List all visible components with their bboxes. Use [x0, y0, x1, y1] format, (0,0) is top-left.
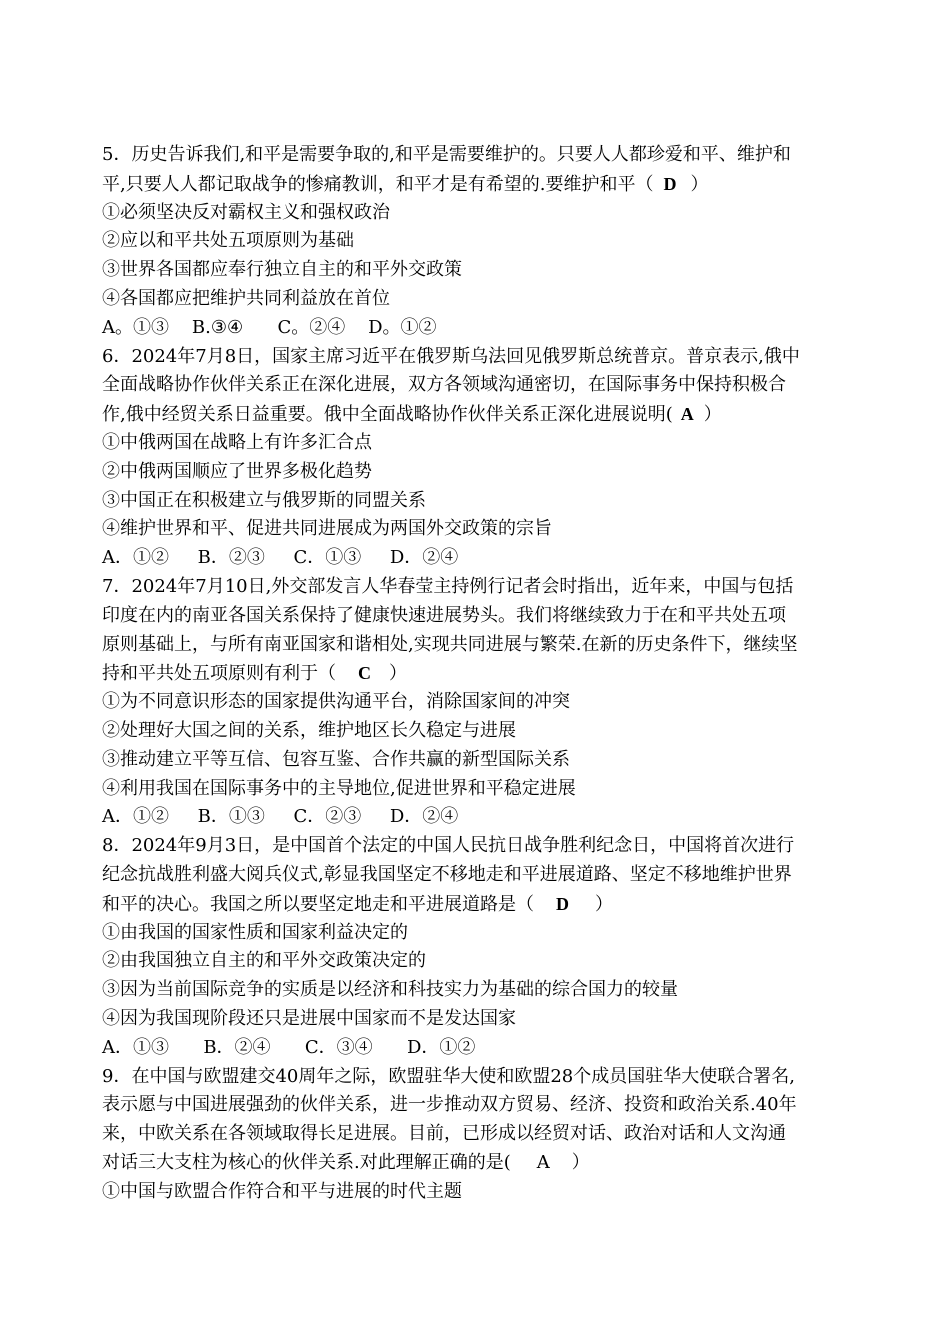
- document-page: [102, 141, 862, 1206]
- statement-item: ②由我国独立自主的和平外交政策决定的: [102, 950, 426, 972]
- statement-item: ②中俄两国顺应了世界多极化趋势: [102, 460, 372, 482]
- question-5: [102, 141, 862, 343]
- question-6: [102, 343, 862, 573]
- answer-options: A．①② B．②③ C．①③ D．②④: [102, 547, 459, 569]
- answer-close-paren: ）: [389, 663, 407, 685]
- question-stem-line: [102, 890, 862, 919]
- question-stem-line: 来，中欧关系在各领域取得长足进展。目前，已形成以经贸对话、政治对话和人文沟通: [102, 1123, 786, 1145]
- statement-item: ②应以和平共处五项原则为基础: [102, 230, 354, 252]
- answer-close-paren: ）: [595, 893, 613, 915]
- statement-item: ②处理好大国之间的关系，维护地区长久稳定与进展: [102, 719, 516, 741]
- answer-letter: D: [556, 893, 569, 914]
- answer-options: A．①③ B．②④ C．③④ D．①②: [102, 1036, 476, 1058]
- question-9: [102, 1063, 862, 1207]
- statement-item: ①由我国的国家性质和国家利益决定的: [102, 921, 408, 943]
- answer-close-paren: ）: [703, 404, 722, 426]
- answer-close-paren: ）: [690, 173, 709, 195]
- statement-item: ③中国正在积极建立与俄罗斯的同盟关系: [102, 489, 426, 511]
- answer-options: A．①② B．①③ C．②③ D．②④: [102, 806, 459, 828]
- statement-item: ③因为当前国际竞争的实质是以经济和科技实力为基础的综合国力的较量: [102, 979, 678, 1001]
- statement-item: ④各国都应把维护共同利益放在首位: [102, 287, 390, 309]
- question-stem-line: 印度在内的南亚各国关系保持了健康快速进展势头。我们将继续致力于在和平共处五项: [102, 604, 786, 626]
- statement-item: ①为不同意识形态的国家提供沟通平台，消除国家间的冲突: [102, 691, 570, 713]
- question-stem-line: 7．2024年7月10日,外交部发言人华春莹主持例行记者会时指出，近年来，中国与包括: [102, 575, 794, 597]
- statement-item: ④利用我国在国际事务中的主导地位,促进世界和平稳定进展: [102, 777, 576, 799]
- question-stem-line: 9．在中国与欧盟建交40周年之际，欧盟驻华大使和欧盟28个成员国驻华大使联合署名,: [102, 1065, 795, 1087]
- question-stem-line: 5．历史告诉我们,和平是需要争取的,和平是需要维护的。只要人人都珍爱和平、维护和: [102, 144, 791, 165]
- question-stem-line: 表示愿与中国进展强劲的伙伴关系，进一步推动双方贸易、经济、投资和政治关系.40年: [102, 1094, 797, 1116]
- question-stem-line: [102, 400, 862, 429]
- answer-letter: A: [536, 1151, 550, 1173]
- answer-options: A。①③ B.③④ C。②④ D。①②: [102, 316, 437, 338]
- question-stem-line: 6．2024年7月8日，国家主席习近平在俄罗斯乌法回见俄罗斯总统普京。普京表示,俄中: [102, 345, 800, 367]
- question-stem-text: 对话三大支柱为核心的伙伴关系.对此理解正确的是(: [102, 1151, 511, 1173]
- question-stem-line: 8．2024年9月3日，是中国首个法定的中国人民抗日战争胜利纪念日，中国将首次进行: [102, 835, 795, 857]
- statement-item: ①中俄两国在战略上有许多汇合点: [102, 431, 372, 453]
- question-stem-line: [102, 659, 862, 688]
- question-stem-text: 平,只要人人都记取战争的惨痛教训，和平才是有希望的.要维护和平（: [102, 173, 654, 195]
- statement-item: ④维护世界和平、促进共同进展成为两国外交政策的宗旨: [102, 518, 552, 540]
- question-stem-text: 作,俄中经贸关系日益重要。俄中全面战略协作伙伴关系正深化进展说明(: [102, 404, 673, 426]
- question-stem-line: 纪念抗战胜利盛大阅兵仪式,彰显我国坚定不移地走和平进展道路、坚定不移地维护世界: [102, 863, 792, 885]
- statement-item: ④因为我国现阶段还只是进展中国家而不是发达国家: [102, 1007, 516, 1029]
- question-stem-line: [102, 1149, 862, 1178]
- answer-letter: A: [680, 404, 694, 425]
- answer-letter: D: [663, 173, 677, 194]
- question-7: [102, 573, 862, 832]
- question-stem-text: 和平的决心。我国之所以要坚定地走和平进展道路是（: [102, 893, 534, 915]
- statement-item: ①中国与欧盟合作符合和平与进展的时代主题: [102, 1180, 462, 1202]
- statement-item: ③推动建立平等互信、包容互鉴、合作共赢的新型国际关系: [102, 748, 570, 770]
- question-stem-line: 全面战略协作伙伴关系正在深化进展，双方各领域沟通密切，在国际事务中保持积极合: [102, 374, 786, 396]
- answer-letter: C: [358, 663, 371, 684]
- question-stem-line: [102, 170, 862, 199]
- answer-close-paren: ）: [571, 1151, 590, 1173]
- statement-item: ③世界各国都应奉行独立自主的和平外交政策: [102, 259, 462, 281]
- question-8: [102, 832, 862, 1062]
- statement-item: ①必须坚决反对霸权主义和强权政治: [102, 201, 390, 223]
- question-stem-line: 原则基础上，与所有南亚国家和谐相处,实现共同进展与繁荣.在新的历史条件下，继续坚: [102, 633, 798, 655]
- question-stem-text: 持和平共处五项原则有利于（: [102, 663, 336, 685]
